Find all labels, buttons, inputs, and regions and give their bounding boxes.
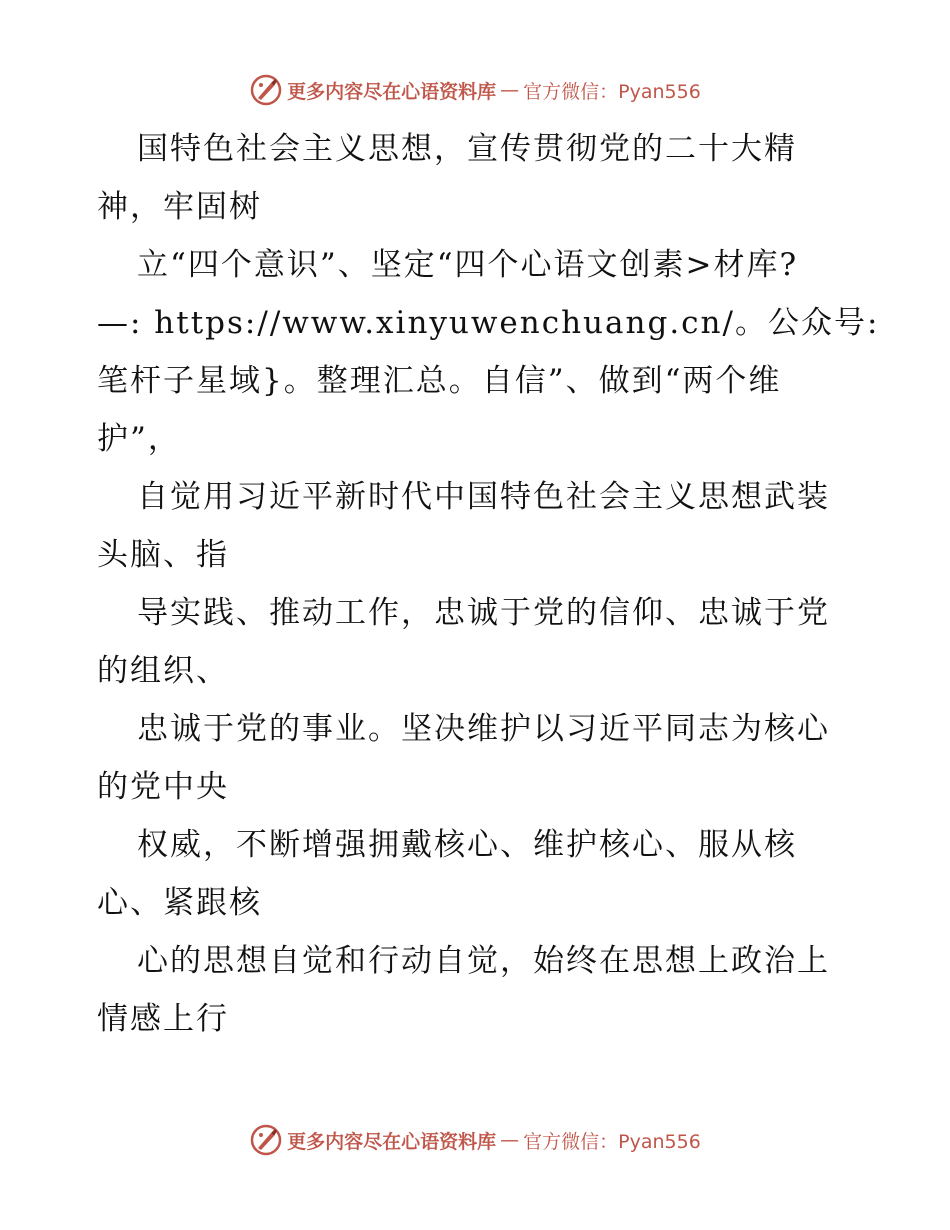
header-banner-separator: —: [500, 79, 520, 101]
body-line: 权威，不断增强拥戴核心、维护核心、服从核: [137, 827, 797, 863]
body-line: —: https://www.xinyuwenchuang.cn/。公众号:: [97, 305, 880, 341]
body-line: 笔杆子星域}。整理汇总。自信”、做到“两个维: [97, 363, 782, 399]
footer-banner-title: 更多内容尽在心语资料库: [287, 1130, 497, 1153]
header-banner-inner: [249, 73, 701, 107]
body-line: 忠诚于党的事业。坚决维护以习近平同志为核心: [137, 711, 830, 747]
document-body: [97, 120, 880, 1048]
body-line: 神，牢固树: [97, 189, 262, 225]
header-banner-wechat: 官方微信：Pyan556: [523, 80, 701, 103]
footer-banner: [0, 1120, 950, 1160]
footer-banner-inner: [249, 1123, 701, 1157]
body-line: 心、紧跟核: [97, 885, 262, 921]
body-line: 心的思想自觉和行动自觉，始终在思想上政治上: [137, 943, 830, 979]
header-banner-title: 更多内容尽在心语资料库: [287, 80, 497, 103]
body-line: 国特色社会主义思想，宣传贯彻党的二十大精: [137, 131, 797, 167]
body-line: 护”，: [97, 421, 181, 457]
body-line: 自觉用习近平新时代中国特色社会主义思想武装: [137, 479, 830, 515]
body-line: 立“四个意识”、坚定“四个心语文创素>材库?: [137, 247, 799, 283]
pen-logo-icon: [249, 1123, 283, 1157]
body-line: 的党中央: [97, 769, 229, 805]
body-line: 情感上行: [97, 1001, 229, 1037]
body-line: 导实践、推动工作，忠诚于党的信仰、忠诚于党: [137, 595, 830, 631]
header-banner: [0, 70, 950, 110]
pen-logo-icon: [249, 73, 283, 107]
footer-banner-separator: —: [500, 1129, 520, 1151]
body-line: 头脑、指: [97, 537, 229, 573]
body-line: 的组织、: [97, 653, 229, 689]
footer-banner-wechat: 官方微信：Pyan556: [523, 1130, 701, 1153]
